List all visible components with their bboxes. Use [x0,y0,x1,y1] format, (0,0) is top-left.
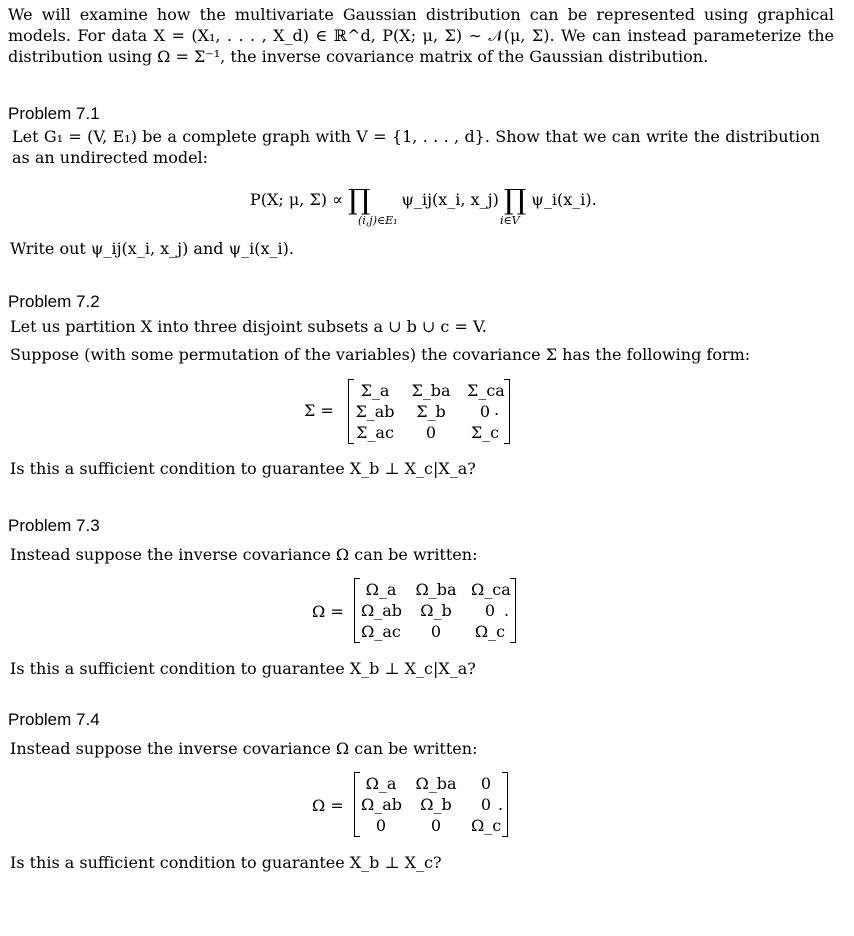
problem-7-2-title: Problem 7.2 [8,292,100,311]
problem-7-1-question: Write out ψ_ij(x_i, x_j) and ψ_i(x_i). [10,239,294,258]
matrix-cell: Σ_ca [467,381,505,400]
matrix-cell: Ω_a [365,580,397,599]
product-symbol-2: ∏ [503,183,527,216]
problem-7-1-text: Let G₁ = (V, E₁) be a complete graph with V = {1, . . . , d}. Show that we can write the distribution as an undirected model: [12,127,820,167]
matrix-cell: 0 [480,795,492,814]
matrix-cell: 0 [425,423,437,442]
matrix-cell: Σ_ab [355,402,395,421]
matrix-cell: Σ_b [416,402,446,421]
problem-7-2-question: Is this a sufficient condition to guarantee X_b ⊥ X_c|X_a? [10,459,476,478]
problem-7-4-title: Problem 7.4 [8,710,100,729]
product-symbol-1: ∏ [348,183,371,216]
matrix-cell: Σ_c [470,423,500,442]
p71-prod2-term: ψ_i(x_i). [531,190,597,209]
problem-7-4-text: Instead suppose the inverse covariance Ω can be written: [10,739,478,758]
problem-7-4-question: Is this a sufficient condition to guarantee X_b ⊥ X_c? [10,853,442,872]
matrix-cell: Ω_c [474,622,506,641]
matrix-cell: Ω_ca [471,580,511,599]
matrix-cell: Σ_ba [411,381,451,400]
matrix-cell: Ω_a [365,774,397,793]
p71-equation [250,183,597,216]
matrix-cell: Ω_ab [361,601,403,620]
p72-matrix-lhs: Σ = [304,401,334,420]
p73-period: . [504,601,510,620]
matrix-cell: 0 [375,816,387,835]
p71-prod1-term: ψ_ij(x_i, x_j) [401,190,499,209]
matrix-cell: Ω_ba [415,580,457,599]
p71-prod1-subscript: (i,j)∈E₁ [358,214,398,227]
p72-period: . [494,400,500,419]
problem-7-2-text2: Suppose (with some permutation of the variables) the covariance Σ has the following form: [10,345,751,364]
matrix-cell: Ω_ac [361,622,401,641]
matrix-cell: Ω_ba [415,774,457,793]
problem-7-3-text: Instead suppose the inverse covariance Ω can be written: [10,545,478,564]
p73-matrix-lhs: Ω = [312,602,344,621]
matrix-cell: Σ_ac [356,423,394,442]
matrix-cell: 0 [484,601,496,620]
matrix-cell: 0 [480,774,492,793]
inverse-covariance-matrix-block [354,772,508,837]
p74-period: . [498,795,504,814]
p71-eq-lhs: P(X; μ, Σ) ∝ [250,190,343,209]
inverse-covariance-matrix [354,578,516,643]
matrix-cell: 0 [430,622,442,641]
problem-7-3-question: Is this a sufficient condition to guarantee X_b ⊥ X_c|X_a? [10,659,476,678]
intro-paragraph: We will examine how the multivariate Gaussian distribution can be represented using graphical models. For data X = (X₁, . . . , X_d) ∈ ℝ^d, P(X; μ, Σ) ∼ 𝒩(μ, Σ). We can instead parameterize the distribution using Ω = Σ⁻¹, the inverse covariance matrix of the Gaussian distribution. [8,5,834,66]
matrix-cell: 0 [430,816,442,835]
matrix-cell: Ω_b [420,601,452,620]
problem-7-1-title: Problem 7.1 [8,104,100,123]
matrix-cell: Ω_ab [361,795,403,814]
covariance-matrix [348,379,510,444]
problem-7-2-text1: Let us partition X into three disjoint subsets a ∪ b ∪ c = V. [10,317,487,336]
p71-prod2-subscript: i∈V [500,214,520,227]
matrix-cell: Ω_c [471,816,502,835]
matrix-cell: Σ_a [360,381,390,400]
problem-7-3-title: Problem 7.3 [8,516,100,535]
p74-matrix-lhs: Ω = [312,796,344,815]
matrix-cell: Ω_b [420,795,452,814]
matrix-cell: 0 [479,402,491,421]
